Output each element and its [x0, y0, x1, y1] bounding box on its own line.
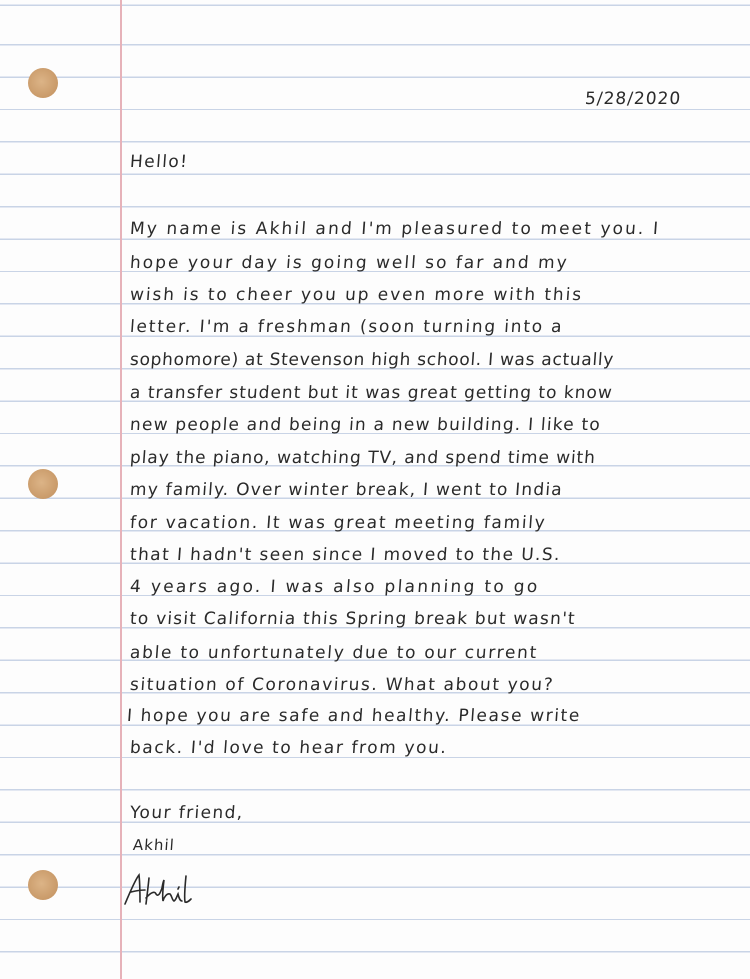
body-line: that I hadn't seen since I moved to the U.S.: [129, 545, 562, 565]
body-line: a transfer student but it was great getting to know: [129, 383, 614, 403]
letter-date: 5/28/2020: [584, 89, 682, 109]
body-line: new people and being in a new building. I like to: [129, 415, 602, 435]
margin-line: [120, 0, 122, 979]
signer-name: Akhil: [132, 836, 176, 854]
body-line: I hope you are safe and healthy. Please write: [126, 706, 582, 726]
body-line: for vacation. It was great meeting family: [129, 513, 548, 533]
body-line: 4 years ago. I was also planning to go: [129, 577, 541, 597]
body-line: my family. Over winter break, I went to India: [129, 480, 564, 500]
body-line: My name is Akhil and I'm pleasured to meet you. I: [129, 219, 661, 239]
body-line: letter. I'm a freshman (soon turning into a: [129, 317, 565, 337]
punch-hole: [28, 68, 58, 98]
body-line: play the piano, watching TV, and spend time with: [129, 448, 597, 468]
punch-hole: [28, 870, 58, 900]
body-line: wish is to cheer you up even more with this: [129, 285, 584, 305]
body-line: able to unfortunately due to our current: [129, 643, 539, 663]
closing: Your friend,: [129, 803, 245, 823]
body-line: situation of Coronavirus. What about you?: [129, 675, 555, 695]
body-line: sophomore) at Stevenson high school. I was actually: [129, 350, 615, 370]
body-line: hope your day is going well so far and my: [129, 253, 570, 273]
punch-hole: [28, 469, 58, 499]
greeting: Hello!: [129, 152, 190, 172]
body-line: to visit California this Spring break but wasn't: [129, 609, 577, 629]
handwritten-signature: [122, 870, 194, 908]
body-line: back. I'd love to hear from you.: [129, 738, 449, 758]
